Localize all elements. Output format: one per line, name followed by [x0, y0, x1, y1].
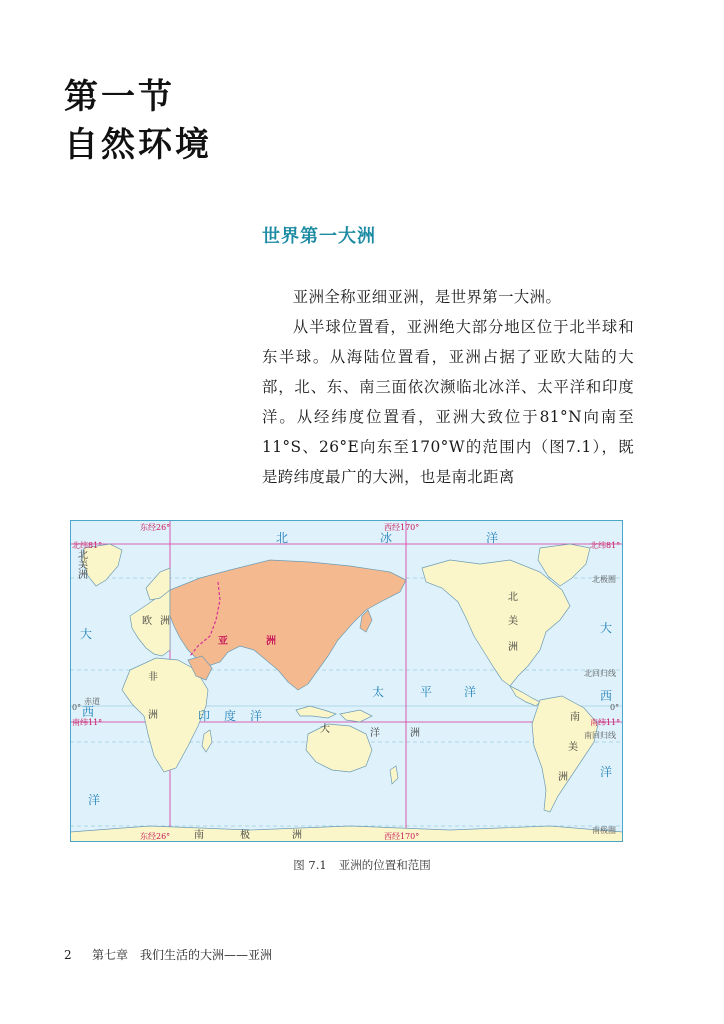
label-antarctic-circle: 南极圈 — [592, 826, 616, 835]
label-atlantic-left-3: 洋 — [88, 793, 101, 807]
caption-text: 亚洲的位置和范围 — [338, 858, 431, 872]
label-atlantic-left-1: 大 — [80, 627, 93, 641]
label-south11-right: 南纬11° — [590, 718, 621, 727]
label-arctic-1: 北 — [276, 531, 289, 545]
label-oceania-1: 大 — [320, 724, 330, 735]
label-arctic-3: 洋 — [486, 531, 499, 545]
title-line-2: 自然环境 — [64, 125, 212, 165]
label-atlantic-right-3: 洋 — [600, 765, 613, 779]
label-oceania-2: 洋 — [370, 728, 380, 739]
label-pacific-1: 太 — [372, 685, 385, 699]
label-south11-left: 南纬11° — [72, 718, 103, 727]
label-indian-2: 度 — [224, 709, 237, 723]
label-pacific-2: 平 — [420, 685, 433, 699]
label-na-left-2: 美 — [78, 560, 88, 571]
caption-number: 图 7.1 — [293, 858, 327, 872]
label-sa-1: 南 — [570, 712, 580, 723]
label-arctic-circle: 北极圈 — [592, 575, 616, 584]
label-west170-bottom: 西经170° — [384, 832, 420, 841]
label-antarctica-1: 南 — [194, 830, 204, 841]
label-east26-top: 东经26° — [140, 523, 171, 532]
label-tropic-cancer: 北回归线 — [584, 669, 616, 678]
body-text — [262, 282, 634, 492]
label-africa-1: 非 — [148, 672, 158, 683]
section-heading: 世界第一大洲 — [262, 226, 376, 247]
label-north81-left: 北纬81° — [72, 541, 103, 550]
label-zero-right: 0° — [610, 703, 620, 712]
label-arctic-2: 冰 — [380, 531, 393, 545]
label-na-3: 洲 — [508, 642, 518, 653]
label-na-2: 美 — [508, 616, 518, 627]
label-indian-3: 洋 — [250, 709, 263, 723]
page-number: 2 — [64, 948, 72, 962]
label-tropic-capricorn: 南回归线 — [584, 731, 616, 740]
page-footer — [64, 946, 272, 963]
label-atlantic-right-1: 大 — [600, 621, 613, 635]
paragraph: 从半球位置看，亚洲绝大部分地区位于北半球和东半球。从海陆位置看，亚洲占据了亚欧大陆的大部，北、东、南三面依次濒临北冰洋、太平洋和印度洋。从经纬度位置看，亚洲大致位于81°N向南至11°S、26°E向东至170°W的范围内（图7.1），既是跨纬度最广的大洲，也是南北距离 — [262, 318, 634, 486]
label-africa-2: 洲 — [148, 710, 158, 721]
label-zero-left: 0° — [72, 703, 82, 712]
label-oceania-3: 洲 — [410, 728, 420, 739]
figure-caption — [0, 857, 724, 873]
label-indian-1: 印 — [198, 709, 211, 723]
label-na-1: 北 — [508, 592, 518, 603]
label-sa-2: 美 — [568, 742, 578, 753]
label-antarctica-3: 洲 — [292, 830, 302, 841]
label-sa-3: 洲 — [558, 772, 568, 783]
paragraph: 亚洲全称亚细亚洲，是世界第一大洲。 — [292, 288, 562, 306]
chapter-title: 第七章 我们生活的大洲——亚洲 — [92, 948, 273, 962]
label-asia-1: 亚 — [218, 636, 228, 647]
label-north81-right: 北纬81° — [590, 541, 621, 550]
label-west170-top: 西经170° — [384, 523, 420, 532]
label-atlantic-left-2: 西 — [82, 705, 95, 719]
world-map — [70, 520, 623, 842]
title-line-1: 第一节 — [64, 77, 175, 117]
label-pacific-3: 洋 — [464, 685, 477, 699]
label-atlantic-right-2: 西 — [600, 689, 613, 703]
label-antarctica-2: 极 — [240, 830, 250, 841]
label-equator: 赤道 — [84, 697, 100, 706]
label-na-left-3: 洲 — [78, 570, 88, 581]
label-east26-bottom: 东经26° — [140, 832, 171, 841]
label-europe-2: 洲 — [160, 616, 170, 627]
label-asia-2: 洲 — [266, 636, 276, 647]
label-europe-1: 欧 — [142, 616, 152, 627]
label-na-left-1: 北 — [78, 550, 88, 561]
